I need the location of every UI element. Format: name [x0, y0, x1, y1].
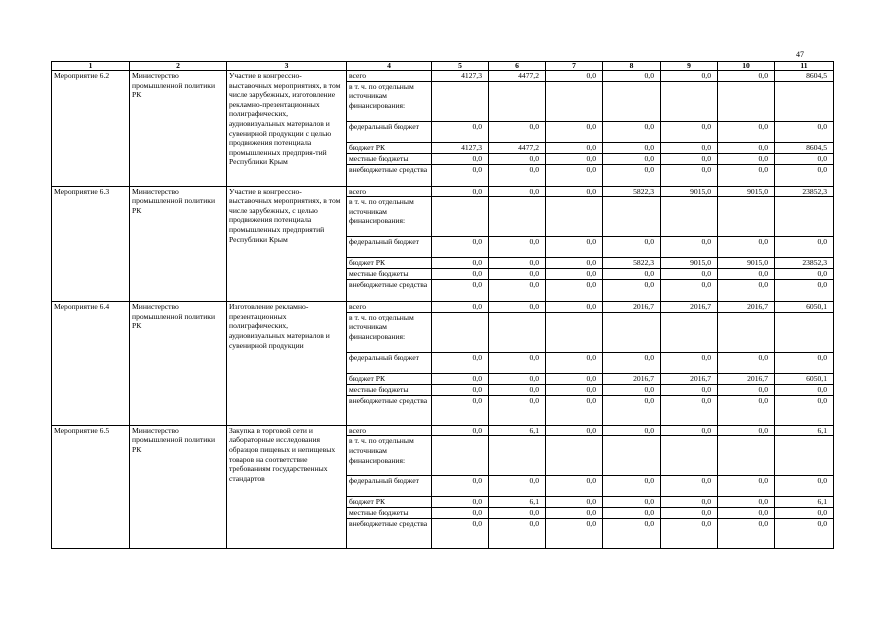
- value-cell: 0,0: [775, 476, 834, 497]
- value-cell: 0,0: [546, 476, 603, 497]
- funding-source-label: внебюджетные средства: [347, 280, 432, 302]
- measure-description: Участие в конгрессно-выставочных мероприятиях, в том числе зарубежных, с целью продвижения потенциала промышленных предприятий Республики Крым: [227, 186, 347, 302]
- value-cell: 6,1: [775, 425, 834, 436]
- value-cell: 0,0: [432, 519, 489, 549]
- value-cell: 0,0: [489, 384, 546, 395]
- value-cell: [775, 81, 834, 121]
- value-cell: [546, 312, 603, 352]
- value-cell: 0,0: [718, 71, 775, 82]
- value-cell: 0,0: [546, 164, 603, 186]
- value-cell: 5822,3: [603, 258, 661, 269]
- value-cell: 0,0: [775, 352, 834, 373]
- value-cell: 0,0: [432, 164, 489, 186]
- value-cell: 0,0: [603, 519, 661, 549]
- value-cell: 0,0: [546, 142, 603, 153]
- measure-description: Участие в конгрессно-выставочных мероприятиях, в том числе зарубежных, изготовление рекламно-презентационных полиграфических, аудиовизуальных материалов и сувенирной продукции с целью продвижения потенциала промышленных предприя-тий Республики Крым: [227, 71, 347, 187]
- value-cell: 0,0: [661, 384, 718, 395]
- value-cell: 0,0: [603, 237, 661, 258]
- col-header: 3: [227, 62, 347, 71]
- value-cell: 0,0: [432, 237, 489, 258]
- funding-source-label: внебюджетные средства: [347, 164, 432, 186]
- value-cell: 0,0: [661, 519, 718, 549]
- value-cell: 0,0: [718, 153, 775, 164]
- funding-source-label: бюджет РК: [347, 373, 432, 384]
- value-cell: 0,0: [775, 164, 834, 186]
- value-cell: 0,0: [661, 237, 718, 258]
- value-cell: 0,0: [775, 384, 834, 395]
- value-cell: 6050,1: [775, 302, 834, 313]
- value-cell: 0,0: [718, 508, 775, 519]
- value-cell: [489, 197, 546, 237]
- value-cell: [603, 312, 661, 352]
- value-cell: 0,0: [775, 519, 834, 549]
- value-cell: 0,0: [661, 508, 718, 519]
- col-header: 4: [347, 62, 432, 71]
- value-cell: 0,0: [603, 153, 661, 164]
- value-cell: 0,0: [718, 425, 775, 436]
- value-cell: [661, 81, 718, 121]
- value-cell: [603, 436, 661, 476]
- measure-description: Изготовление рекламно-презентационных полиграфических, аудиовизуальных материалов и сувенирной продукции: [227, 302, 347, 426]
- value-cell: 0,0: [603, 121, 661, 142]
- value-cell: 0,0: [546, 352, 603, 373]
- value-cell: 0,0: [718, 476, 775, 497]
- value-cell: [546, 436, 603, 476]
- value-cell: 0,0: [718, 237, 775, 258]
- value-cell: 0,0: [603, 395, 661, 425]
- value-cell: 0,0: [718, 395, 775, 425]
- table-row: [52, 186, 834, 197]
- value-cell: 2016,7: [718, 373, 775, 384]
- funding-source-label: бюджет РК: [347, 142, 432, 153]
- measure-executor: Министерство промышленной политики РК: [130, 302, 227, 426]
- value-cell: 9015,0: [661, 186, 718, 197]
- col-header: 7: [546, 62, 603, 71]
- value-cell: 0,0: [432, 352, 489, 373]
- value-cell: 0,0: [718, 164, 775, 186]
- value-cell: 0,0: [432, 186, 489, 197]
- value-cell: 0,0: [489, 395, 546, 425]
- value-cell: 0,0: [775, 237, 834, 258]
- value-cell: 0,0: [718, 352, 775, 373]
- value-cell: 0,0: [546, 302, 603, 313]
- value-cell: 0,0: [718, 280, 775, 302]
- measure-description: Закупка в торговой сети и лабораторные исследования образцов пищевых и непищевых товаров на соответствие требованиям государственных стандартов: [227, 425, 347, 549]
- value-cell: 0,0: [661, 71, 718, 82]
- value-cell: 6,1: [489, 425, 546, 436]
- value-cell: 0,0: [489, 280, 546, 302]
- measure-id: Мероприятие 6.2: [52, 71, 130, 187]
- value-cell: 0,0: [603, 142, 661, 153]
- value-cell: 0,0: [432, 269, 489, 280]
- value-cell: 0,0: [775, 280, 834, 302]
- column-number-row: [52, 62, 834, 71]
- value-cell: [661, 312, 718, 352]
- value-cell: 2016,7: [603, 302, 661, 313]
- funding-source-label: всего: [347, 186, 432, 197]
- funding-source-label: в т. ч. по отдельным источникам финансирования:: [347, 197, 432, 237]
- value-cell: 0,0: [603, 164, 661, 186]
- value-cell: 4477,2: [489, 71, 546, 82]
- value-cell: 0,0: [603, 280, 661, 302]
- col-header: 9: [661, 62, 718, 71]
- funding-source-label: местные бюджеты: [347, 384, 432, 395]
- value-cell: [489, 312, 546, 352]
- table-row: [52, 71, 834, 82]
- funding-source-label: федеральный бюджет: [347, 476, 432, 497]
- value-cell: 0,0: [546, 384, 603, 395]
- value-cell: 0,0: [489, 269, 546, 280]
- value-cell: 0,0: [432, 153, 489, 164]
- col-header: 6: [489, 62, 546, 71]
- value-cell: 0,0: [718, 142, 775, 153]
- funding-source-label: в т. ч. по отдельным источникам финансирования:: [347, 312, 432, 352]
- funding-source-label: в т. ч. по отдельным источникам финансирования:: [347, 81, 432, 121]
- value-cell: 0,0: [489, 508, 546, 519]
- value-cell: 4477,2: [489, 142, 546, 153]
- funding-source-label: местные бюджеты: [347, 153, 432, 164]
- value-cell: 0,0: [432, 384, 489, 395]
- value-cell: 0,0: [432, 121, 489, 142]
- measure-id: Мероприятие 6.4: [52, 302, 130, 426]
- value-cell: 2016,7: [661, 302, 718, 313]
- funding-source-label: в т. ч. по отдельным источникам финансирования:: [347, 436, 432, 476]
- value-cell: 0,0: [718, 384, 775, 395]
- measure-id: Мероприятие 6.3: [52, 186, 130, 302]
- value-cell: 0,0: [718, 269, 775, 280]
- value-cell: 0,0: [432, 302, 489, 313]
- value-cell: 0,0: [432, 497, 489, 508]
- value-cell: 0,0: [718, 519, 775, 549]
- value-cell: 0,0: [489, 519, 546, 549]
- value-cell: 2016,7: [661, 373, 718, 384]
- value-cell: [603, 197, 661, 237]
- value-cell: 0,0: [432, 476, 489, 497]
- col-header: 1: [52, 62, 130, 71]
- value-cell: 8604,5: [775, 71, 834, 82]
- value-cell: 2016,7: [603, 373, 661, 384]
- value-cell: [432, 197, 489, 237]
- value-cell: 2016,7: [718, 302, 775, 313]
- value-cell: 0,0: [546, 186, 603, 197]
- value-cell: 0,0: [432, 258, 489, 269]
- funding-table: [51, 61, 834, 549]
- value-cell: 0,0: [489, 258, 546, 269]
- value-cell: 0,0: [546, 395, 603, 425]
- value-cell: [718, 81, 775, 121]
- value-cell: 0,0: [718, 497, 775, 508]
- value-cell: 6050,1: [775, 373, 834, 384]
- value-cell: 23852,3: [775, 258, 834, 269]
- measure-executor: Министерство промышленной политики РК: [130, 71, 227, 187]
- value-cell: 0,0: [661, 153, 718, 164]
- value-cell: 6,1: [489, 497, 546, 508]
- value-cell: 0,0: [489, 153, 546, 164]
- value-cell: 0,0: [546, 153, 603, 164]
- funding-source-label: внебюджетные средства: [347, 519, 432, 549]
- value-cell: [546, 197, 603, 237]
- value-cell: [775, 312, 834, 352]
- value-cell: 0,0: [432, 508, 489, 519]
- value-cell: 9015,0: [718, 258, 775, 269]
- value-cell: [775, 436, 834, 476]
- value-cell: 0,0: [489, 186, 546, 197]
- value-cell: 0,0: [432, 280, 489, 302]
- col-header: 5: [432, 62, 489, 71]
- value-cell: 0,0: [603, 476, 661, 497]
- value-cell: 0,0: [603, 497, 661, 508]
- col-header: 2: [130, 62, 227, 71]
- table-row: [52, 302, 834, 313]
- value-cell: [432, 81, 489, 121]
- value-cell: 0,0: [432, 373, 489, 384]
- value-cell: 0,0: [546, 258, 603, 269]
- funding-source-label: всего: [347, 71, 432, 82]
- table-row: [52, 425, 834, 436]
- col-header: 8: [603, 62, 661, 71]
- value-cell: [661, 197, 718, 237]
- value-cell: 0,0: [661, 497, 718, 508]
- value-cell: [546, 81, 603, 121]
- value-cell: 0,0: [661, 269, 718, 280]
- value-cell: 0,0: [603, 425, 661, 436]
- value-cell: 0,0: [546, 237, 603, 258]
- value-cell: 0,0: [489, 373, 546, 384]
- value-cell: [432, 312, 489, 352]
- measure-executor: Министерство промышленной политики РК: [130, 186, 227, 302]
- value-cell: 0,0: [603, 508, 661, 519]
- value-cell: 0,0: [603, 384, 661, 395]
- value-cell: 0,0: [775, 508, 834, 519]
- funding-source-label: федеральный бюджет: [347, 121, 432, 142]
- value-cell: [489, 81, 546, 121]
- funding-source-label: местные бюджеты: [347, 508, 432, 519]
- value-cell: 0,0: [661, 164, 718, 186]
- col-header: 10: [718, 62, 775, 71]
- value-cell: 6,1: [775, 497, 834, 508]
- value-cell: 0,0: [775, 153, 834, 164]
- value-cell: 4127,3: [432, 142, 489, 153]
- value-cell: 0,0: [775, 395, 834, 425]
- value-cell: 0,0: [775, 121, 834, 142]
- value-cell: 0,0: [718, 121, 775, 142]
- value-cell: [432, 436, 489, 476]
- funding-source-label: федеральный бюджет: [347, 237, 432, 258]
- value-cell: 0,0: [661, 352, 718, 373]
- value-cell: 9015,0: [718, 186, 775, 197]
- page-number: 47: [796, 50, 804, 59]
- value-cell: [718, 436, 775, 476]
- value-cell: 0,0: [546, 508, 603, 519]
- value-cell: 8604,5: [775, 142, 834, 153]
- measure-id: Мероприятие 6.5: [52, 425, 130, 549]
- value-cell: 0,0: [546, 280, 603, 302]
- value-cell: [718, 197, 775, 237]
- value-cell: [718, 312, 775, 352]
- value-cell: [603, 81, 661, 121]
- value-cell: 0,0: [432, 425, 489, 436]
- funding-source-label: федеральный бюджет: [347, 352, 432, 373]
- value-cell: 0,0: [546, 425, 603, 436]
- value-cell: [775, 197, 834, 237]
- value-cell: 0,0: [546, 497, 603, 508]
- value-cell: 0,0: [661, 425, 718, 436]
- funding-source-label: всего: [347, 425, 432, 436]
- value-cell: 0,0: [661, 121, 718, 142]
- funding-source-label: всего: [347, 302, 432, 313]
- value-cell: 0,0: [489, 237, 546, 258]
- value-cell: 0,0: [546, 71, 603, 82]
- value-cell: [661, 436, 718, 476]
- funding-source-label: бюджет РК: [347, 258, 432, 269]
- value-cell: 0,0: [661, 395, 718, 425]
- value-cell: 0,0: [603, 269, 661, 280]
- value-cell: 0,0: [489, 164, 546, 186]
- funding-source-label: бюджет РК: [347, 497, 432, 508]
- value-cell: 0,0: [546, 519, 603, 549]
- value-cell: 0,0: [661, 142, 718, 153]
- funding-source-label: внебюджетные средства: [347, 395, 432, 425]
- value-cell: 0,0: [603, 71, 661, 82]
- value-cell: 5822,3: [603, 186, 661, 197]
- col-header: 11: [775, 62, 834, 71]
- funding-source-label: местные бюджеты: [347, 269, 432, 280]
- value-cell: 0,0: [432, 395, 489, 425]
- value-cell: 0,0: [489, 302, 546, 313]
- value-cell: 0,0: [546, 269, 603, 280]
- value-cell: 4127,3: [432, 71, 489, 82]
- value-cell: 0,0: [489, 476, 546, 497]
- value-cell: 23852,3: [775, 186, 834, 197]
- value-cell: 9015,0: [661, 258, 718, 269]
- value-cell: [489, 436, 546, 476]
- value-cell: 0,0: [489, 352, 546, 373]
- value-cell: 0,0: [775, 269, 834, 280]
- value-cell: 0,0: [661, 476, 718, 497]
- value-cell: 0,0: [546, 373, 603, 384]
- value-cell: 0,0: [489, 121, 546, 142]
- value-cell: 0,0: [546, 121, 603, 142]
- value-cell: 0,0: [603, 352, 661, 373]
- measure-executor: Министерство промышленной политики РК: [130, 425, 227, 549]
- value-cell: 0,0: [661, 280, 718, 302]
